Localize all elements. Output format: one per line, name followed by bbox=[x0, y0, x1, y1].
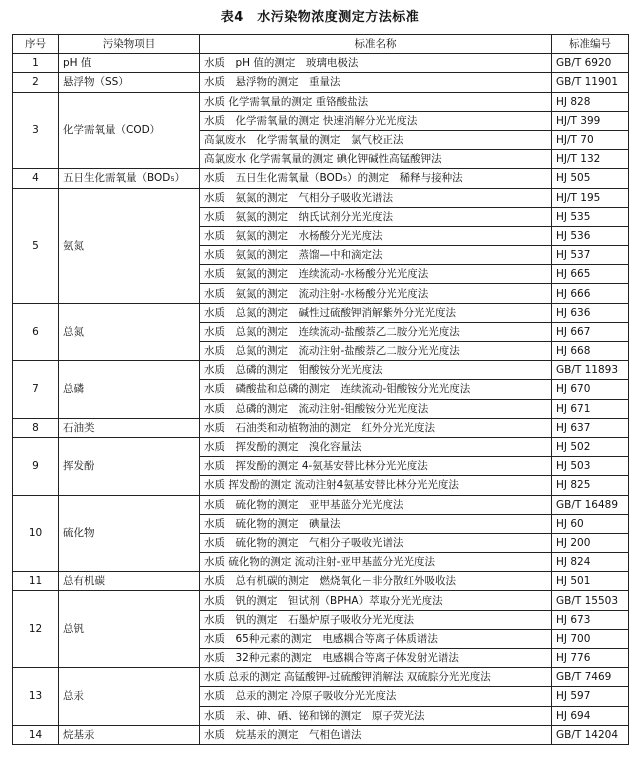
row-index: 14 bbox=[13, 725, 59, 744]
standard-name: 水质 总磷的测定 流动注射-钼酸铵分光光度法 bbox=[200, 399, 552, 418]
table-row bbox=[13, 92, 629, 111]
pollutant-name: pH 值 bbox=[59, 54, 200, 73]
standard-name: 水质 总氮的测定 碱性过硫酸钾消解紫外分光光度法 bbox=[200, 303, 552, 322]
header-code: 标准编号 bbox=[552, 35, 629, 54]
standard-name: 水质 钒的测定 石墨炉原子吸收分光光度法 bbox=[200, 610, 552, 629]
table-row bbox=[13, 54, 629, 73]
standard-code: HJ/T 195 bbox=[552, 188, 629, 207]
standard-code: GB/T 15503 bbox=[552, 591, 629, 610]
table-row bbox=[13, 572, 629, 591]
standard-name: 水质 挥发酚的测定 流动注射4氨基安替比林分光光度法 bbox=[200, 476, 552, 495]
standard-name: 水质 氨氮的测定 连续流动-水杨酸分光光度法 bbox=[200, 265, 552, 284]
standard-name: 水质 石油类和动植物油的测定 红外分光光度法 bbox=[200, 418, 552, 437]
standard-name: 水质 钒的测定 钽试剂（BPHA）萃取分光光度法 bbox=[200, 591, 552, 610]
pollutant-name: 总有机碳 bbox=[59, 572, 200, 591]
standard-name: 水质 32种元素的测定 电感耦合等离子体发射光谱法 bbox=[200, 649, 552, 668]
row-index: 12 bbox=[13, 591, 59, 668]
pollutant-name: 总钒 bbox=[59, 591, 200, 668]
standard-name: 水质 总氮的测定 连续流动-盐酸萘乙二胺分光光度法 bbox=[200, 322, 552, 341]
standard-code: HJ 694 bbox=[552, 706, 629, 725]
standard-code: HJ 537 bbox=[552, 246, 629, 265]
standard-code: HJ 824 bbox=[552, 553, 629, 572]
standard-code: HJ 60 bbox=[552, 514, 629, 533]
standards-table bbox=[12, 34, 629, 745]
standard-code: HJ 505 bbox=[552, 169, 629, 188]
pollutant-name: 悬浮物（SS） bbox=[59, 73, 200, 92]
standard-code: HJ 502 bbox=[552, 437, 629, 456]
standard-name: 水质 氨氮的测定 气相分子吸收光谱法 bbox=[200, 188, 552, 207]
standard-name: 水质 pH 值的测定 玻璃电极法 bbox=[200, 54, 552, 73]
standard-name: 水质 氨氮的测定 纳氏试剂分光光度法 bbox=[200, 207, 552, 226]
standard-name: 水质 挥发酚的测定 4-氨基安替比林分光光度法 bbox=[200, 457, 552, 476]
standard-name: 水质 氨氮的测定 流动注射-水杨酸分光光度法 bbox=[200, 284, 552, 303]
row-index: 4 bbox=[13, 169, 59, 188]
row-index: 9 bbox=[13, 437, 59, 495]
standard-code: HJ 597 bbox=[552, 687, 629, 706]
table-title: 表4 水污染物浓度测定方法标准 bbox=[220, 10, 420, 25]
table-header-row bbox=[13, 35, 629, 54]
row-index: 6 bbox=[13, 303, 59, 361]
pollutant-name: 五日生化需氧量（BOD₅） bbox=[59, 169, 200, 188]
standard-code: GB/T 14204 bbox=[552, 725, 629, 744]
standard-name: 水质 化学需氧量的测定 重铬酸盐法 bbox=[200, 92, 552, 111]
row-index: 3 bbox=[13, 92, 59, 169]
standard-name: 水质 总汞的测定 高锰酸钾-过硫酸钾消解法 双硫腙分光光度法 bbox=[200, 668, 552, 687]
standard-code: HJ 673 bbox=[552, 610, 629, 629]
table-row bbox=[13, 495, 629, 514]
standard-code: HJ 825 bbox=[552, 476, 629, 495]
standard-name: 水质 磷酸盐和总磷的测定 连续流动-钼酸铵分光光度法 bbox=[200, 380, 552, 399]
pollutant-name: 总氮 bbox=[59, 303, 200, 361]
standard-name: 水质 硫化物的测定 亚甲基蓝分光光度法 bbox=[200, 495, 552, 514]
standard-code: HJ 828 bbox=[552, 92, 629, 111]
pollutant-name: 总磷 bbox=[59, 361, 200, 419]
standard-code: HJ 636 bbox=[552, 303, 629, 322]
standard-name: 水质 化学需氧量的测定 快速消解分光光度法 bbox=[200, 111, 552, 130]
standard-code: HJ 637 bbox=[552, 418, 629, 437]
table-row bbox=[13, 591, 629, 610]
pollutant-name: 烷基汞 bbox=[59, 725, 200, 744]
standard-code: HJ 503 bbox=[552, 457, 629, 476]
standard-name: 水质 氨氮的测定 水杨酸分光光度法 bbox=[200, 226, 552, 245]
row-index: 1 bbox=[13, 54, 59, 73]
table-row bbox=[13, 188, 629, 207]
header-standard: 标准名称 bbox=[200, 35, 552, 54]
standard-name: 水质 总汞的测定 冷原子吸收分光光度法 bbox=[200, 687, 552, 706]
standard-name: 水质 硫化物的测定 气相分子吸收光谱法 bbox=[200, 533, 552, 552]
table-row bbox=[13, 73, 629, 92]
standard-code: HJ 200 bbox=[552, 533, 629, 552]
standard-code: GB/T 7469 bbox=[552, 668, 629, 687]
standard-name: 水质 烷基汞的测定 气相色谱法 bbox=[200, 725, 552, 744]
row-index: 10 bbox=[13, 495, 59, 572]
standard-name: 水质 硫化物的测定 流动注射-亚甲基蓝分光光度法 bbox=[200, 553, 552, 572]
table-row bbox=[13, 725, 629, 744]
row-index: 8 bbox=[13, 418, 59, 437]
pollutant-name: 挥发酚 bbox=[59, 437, 200, 495]
pollutant-name: 化学需氧量（COD） bbox=[59, 92, 200, 169]
standard-code: HJ/T 70 bbox=[552, 130, 629, 149]
row-index: 11 bbox=[13, 572, 59, 591]
standard-code: HJ 700 bbox=[552, 629, 629, 648]
standard-code: HJ 665 bbox=[552, 265, 629, 284]
row-index: 5 bbox=[13, 188, 59, 303]
standard-name: 水质 总磷的测定 钼酸铵分光光度法 bbox=[200, 361, 552, 380]
standard-name: 高氯废水 化学需氧量的测定 氯气校正法 bbox=[200, 130, 552, 149]
standard-code: GB/T 16489 bbox=[552, 495, 629, 514]
standard-code: HJ 536 bbox=[552, 226, 629, 245]
standard-code: HJ 667 bbox=[552, 322, 629, 341]
standard-name: 水质 氨氮的测定 蒸馏—中和滴定法 bbox=[200, 246, 552, 265]
standard-name: 水质 总氮的测定 流动注射-盐酸萘乙二胺分光光度法 bbox=[200, 342, 552, 361]
standard-name: 水质 悬浮物的测定 重量法 bbox=[200, 73, 552, 92]
pollutant-name: 氨氮 bbox=[59, 188, 200, 303]
standard-code: HJ 668 bbox=[552, 342, 629, 361]
standard-code: HJ 776 bbox=[552, 649, 629, 668]
table-row bbox=[13, 418, 629, 437]
header-pollutant: 污染物项目 bbox=[59, 35, 200, 54]
pollutant-name: 硫化物 bbox=[59, 495, 200, 572]
header-index: 序号 bbox=[13, 35, 59, 54]
standard-name: 水质 65种元素的测定 电感耦合等离子体质谱法 bbox=[200, 629, 552, 648]
pollutant-name: 石油类 bbox=[59, 418, 200, 437]
row-index: 7 bbox=[13, 361, 59, 419]
table-row bbox=[13, 668, 629, 687]
standard-code: GB/T 11893 bbox=[552, 361, 629, 380]
standard-name: 水质 硫化物的测定 碘量法 bbox=[200, 514, 552, 533]
row-index: 2 bbox=[13, 73, 59, 92]
standard-name: 水质 总有机碳的测定 燃烧氧化－非分散红外吸收法 bbox=[200, 572, 552, 591]
table-row bbox=[13, 303, 629, 322]
standard-code: HJ 535 bbox=[552, 207, 629, 226]
standard-code: HJ 501 bbox=[552, 572, 629, 591]
standard-code: HJ/T 399 bbox=[552, 111, 629, 130]
standard-code: HJ/T 132 bbox=[552, 150, 629, 169]
standard-name: 水质 汞、砷、硒、铋和锑的测定 原子荧光法 bbox=[200, 706, 552, 725]
standard-code: HJ 670 bbox=[552, 380, 629, 399]
standard-code: HJ 671 bbox=[552, 399, 629, 418]
table-row bbox=[13, 169, 629, 188]
standard-name: 水质 挥发酚的测定 溴化容量法 bbox=[200, 437, 552, 456]
row-index: 13 bbox=[13, 668, 59, 726]
standard-code: GB/T 11901 bbox=[552, 73, 629, 92]
table-row bbox=[13, 361, 629, 380]
table-body bbox=[13, 54, 629, 745]
standard-code: GB/T 6920 bbox=[552, 54, 629, 73]
standard-code: HJ 666 bbox=[552, 284, 629, 303]
standard-name: 水质 五日生化需氧量（BOD₅）的测定 稀释与接种法 bbox=[200, 169, 552, 188]
pollutant-name: 总汞 bbox=[59, 668, 200, 726]
standard-name: 高氯废水 化学需氧量的测定 碘化钾碱性高锰酸钾法 bbox=[200, 150, 552, 169]
table-row bbox=[13, 437, 629, 456]
